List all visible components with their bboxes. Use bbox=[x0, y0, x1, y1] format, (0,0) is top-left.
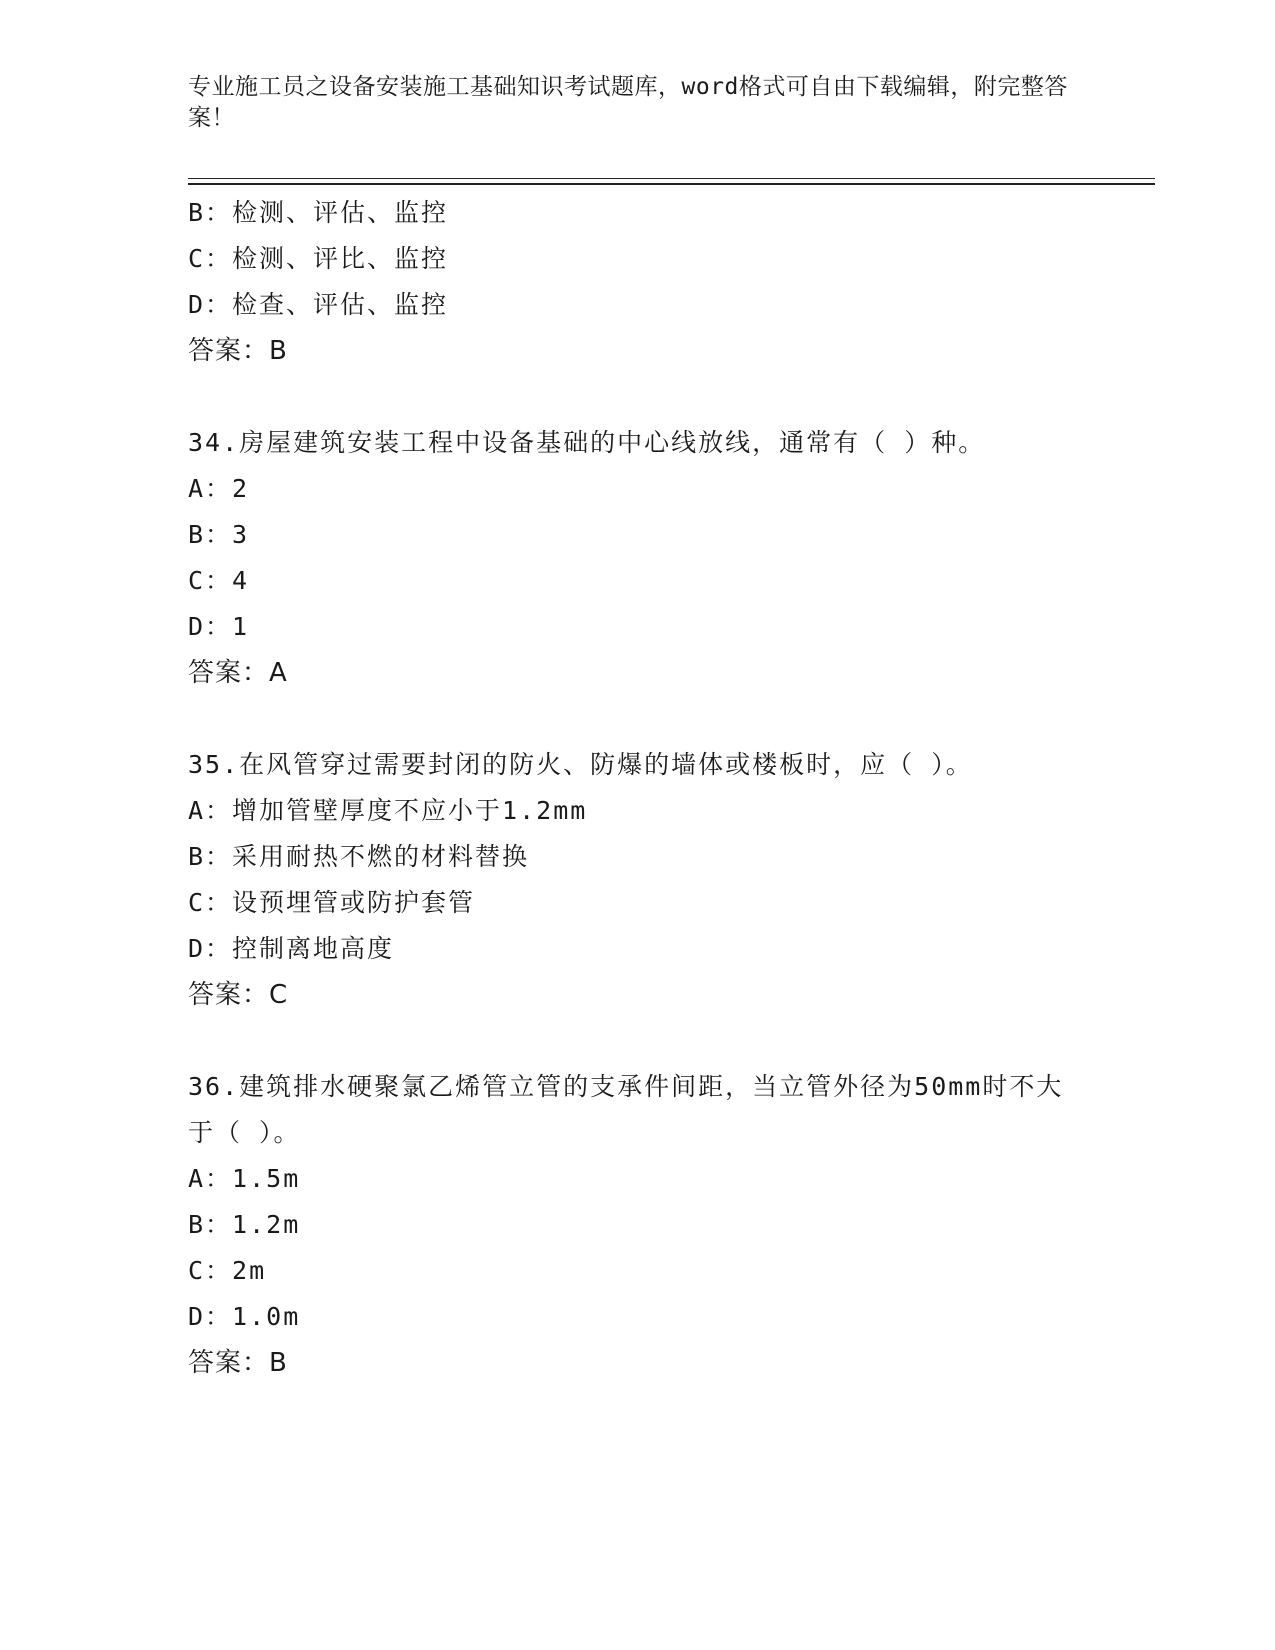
option: A：1.5m bbox=[188, 1164, 301, 1193]
option: D：检查、评估、监控 bbox=[188, 290, 449, 319]
option: D：控制离地高度 bbox=[188, 934, 395, 963]
question-34 bbox=[188, 420, 1088, 696]
question-35 bbox=[188, 742, 1088, 1018]
question-content bbox=[188, 190, 1088, 1386]
option: C：4 bbox=[188, 566, 250, 595]
header-rule-thin bbox=[188, 178, 1155, 179]
question-36 bbox=[188, 1064, 1088, 1386]
option: A：2 bbox=[188, 474, 250, 503]
question-text: 36.建筑排水硬聚氯乙烯管立管的支承件间距，当立管外径为50mm时不大于（ ）。 bbox=[188, 1072, 1064, 1147]
answer: 答案：B bbox=[188, 1348, 288, 1378]
answer: 答案：B bbox=[188, 336, 288, 366]
option: C：设预埋管或防护套管 bbox=[188, 888, 476, 917]
option: B：检测、评估、监控 bbox=[188, 198, 449, 227]
option: A：增加管壁厚度不应小于1.2mm bbox=[188, 796, 588, 825]
option: C：检测、评比、监控 bbox=[188, 244, 449, 273]
option: D：1.0m bbox=[188, 1302, 301, 1331]
answer: 答案：C bbox=[188, 980, 289, 1010]
option: B：3 bbox=[188, 520, 250, 549]
previous-question bbox=[188, 190, 1088, 374]
document-header: 专业施工员之设备安装施工基础知识考试题库，word格式可自由下载编辑，附完整答案！ bbox=[188, 74, 1068, 131]
header-rule-thick bbox=[188, 183, 1155, 185]
option: B：采用耐热不燃的材料替换 bbox=[188, 842, 530, 871]
answer: 答案：A bbox=[188, 658, 288, 688]
option: B：1.2m bbox=[188, 1210, 301, 1239]
question-text: 34.房屋建筑安装工程中设备基础的中心线放线，通常有（ ）种。 bbox=[188, 428, 986, 457]
question-text: 35.在风管穿过需要封闭的防火、防爆的墙体或楼板时，应（ ）。 bbox=[188, 750, 973, 779]
option: D：1 bbox=[188, 612, 250, 641]
option: C：2m bbox=[188, 1256, 267, 1285]
